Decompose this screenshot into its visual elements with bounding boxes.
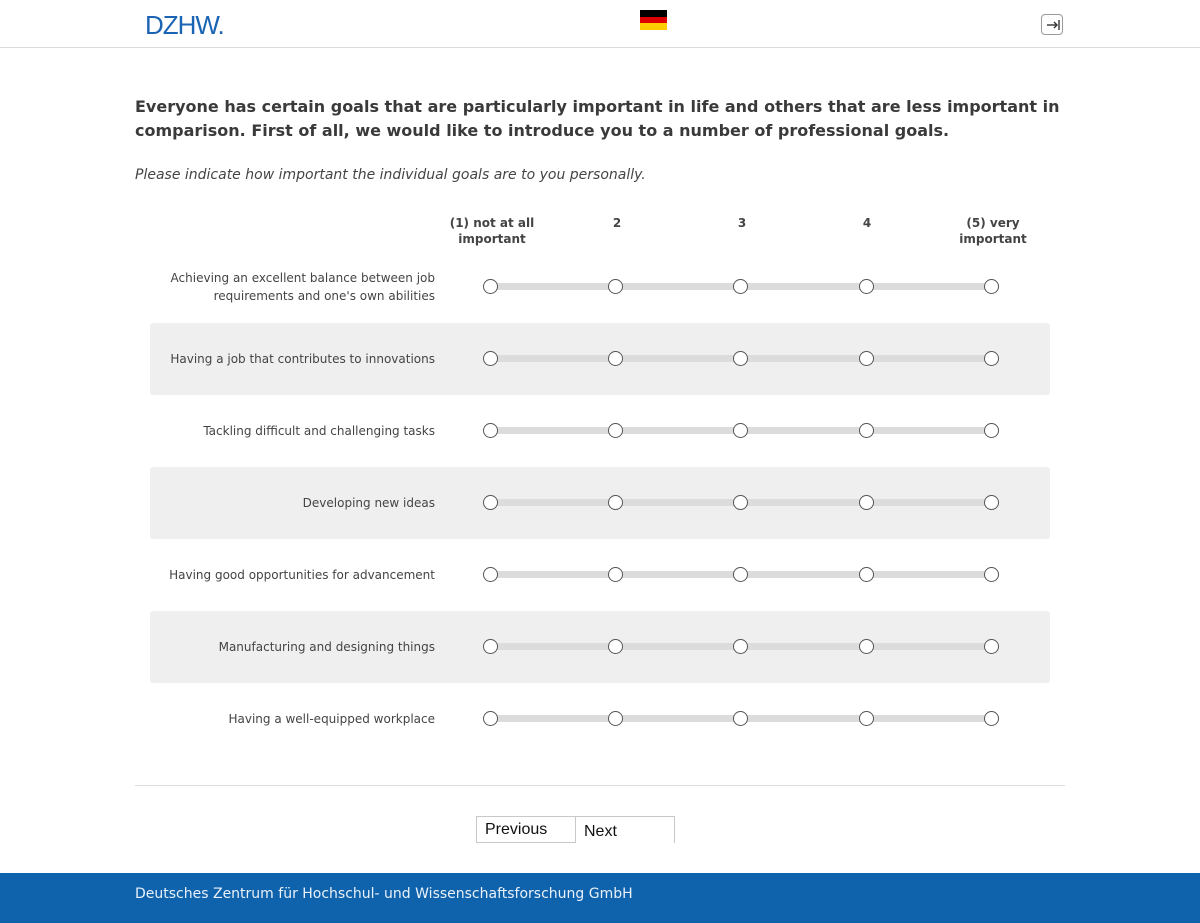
radio-3[interactable] <box>733 567 748 582</box>
item-label: Having good opportunities for advancement <box>169 568 435 582</box>
radio-2[interactable] <box>608 495 623 510</box>
item-row <box>150 539 1050 611</box>
scale-label-2: 2 <box>612 216 622 230</box>
radio-4[interactable] <box>859 495 874 510</box>
radio-1[interactable] <box>483 279 498 294</box>
radio-5[interactable] <box>984 423 999 438</box>
radio-1[interactable] <box>483 711 498 726</box>
radio-5[interactable] <box>984 567 999 582</box>
radio-3[interactable] <box>733 423 748 438</box>
item-label: Achieving an excellent balance between job requirements and one's own abilities <box>170 271 435 303</box>
radio-4[interactable] <box>859 351 874 366</box>
scale-label-4: 4 <box>862 216 872 230</box>
radio-2[interactable] <box>608 711 623 726</box>
radio-2[interactable] <box>608 639 623 654</box>
radio-5[interactable] <box>984 639 999 654</box>
navigation-buttons <box>476 816 675 843</box>
content-divider <box>135 785 1065 786</box>
radio-1[interactable] <box>483 351 498 366</box>
radio-5[interactable] <box>984 495 999 510</box>
germany-flag-icon[interactable] <box>640 10 667 30</box>
previous-button[interactable]: Previous <box>477 817 576 842</box>
scale-label-5: (5) very important <box>959 216 1027 246</box>
item-row <box>150 323 1050 395</box>
radio-4[interactable] <box>859 639 874 654</box>
item-row <box>150 611 1050 683</box>
radio-2[interactable] <box>608 351 623 366</box>
item-row <box>150 467 1050 539</box>
radio-3[interactable] <box>733 639 748 654</box>
radio-4[interactable] <box>859 423 874 438</box>
radio-5[interactable] <box>984 351 999 366</box>
radio-1[interactable] <box>483 423 498 438</box>
radio-2[interactable] <box>608 567 623 582</box>
radio-3[interactable] <box>733 351 748 366</box>
radio-2[interactable] <box>608 423 623 438</box>
footer-text: Deutsches Zentrum für Hochschul- und Wissenschaftsforschung GmbH <box>135 886 633 902</box>
scale-label-1: (1) not at all important <box>449 216 535 246</box>
radio-4[interactable] <box>859 279 874 294</box>
item-label: Having a job that contributes to innovations <box>170 352 435 366</box>
radio-1[interactable] <box>483 495 498 510</box>
item-label: Manufacturing and designing things <box>218 640 435 654</box>
footer <box>0 873 1200 923</box>
logout-icon[interactable] <box>1041 14 1063 35</box>
radio-5[interactable] <box>984 279 999 294</box>
item-label: Tackling difficult and challenging tasks <box>203 424 435 438</box>
scale-label-3: 3 <box>737 216 747 230</box>
radio-1[interactable] <box>483 567 498 582</box>
radio-3[interactable] <box>733 711 748 726</box>
item-label: Developing new ideas <box>302 496 435 510</box>
item-row <box>150 251 1050 323</box>
radio-1[interactable] <box>483 639 498 654</box>
radio-2[interactable] <box>608 279 623 294</box>
radio-3[interactable] <box>733 279 748 294</box>
radio-5[interactable] <box>984 711 999 726</box>
item-row <box>150 683 1050 755</box>
radio-4[interactable] <box>859 711 874 726</box>
question-text: Everyone has certain goals that are particularly important in life and others that are less important in comparison. First of all, we would like to introduce you to a number of professional goals. <box>135 97 1060 140</box>
next-button[interactable]: Next <box>576 819 674 844</box>
radio-4[interactable] <box>859 567 874 582</box>
radio-3[interactable] <box>733 495 748 510</box>
question-instruction: Please indicate how important the individual goals are to you personally. <box>135 167 646 183</box>
header <box>0 0 1200 48</box>
item-row <box>150 395 1050 467</box>
item-label: Having a well-equipped workplace <box>228 712 435 726</box>
dzhw-logo[interactable]: DZHW. <box>145 10 224 40</box>
